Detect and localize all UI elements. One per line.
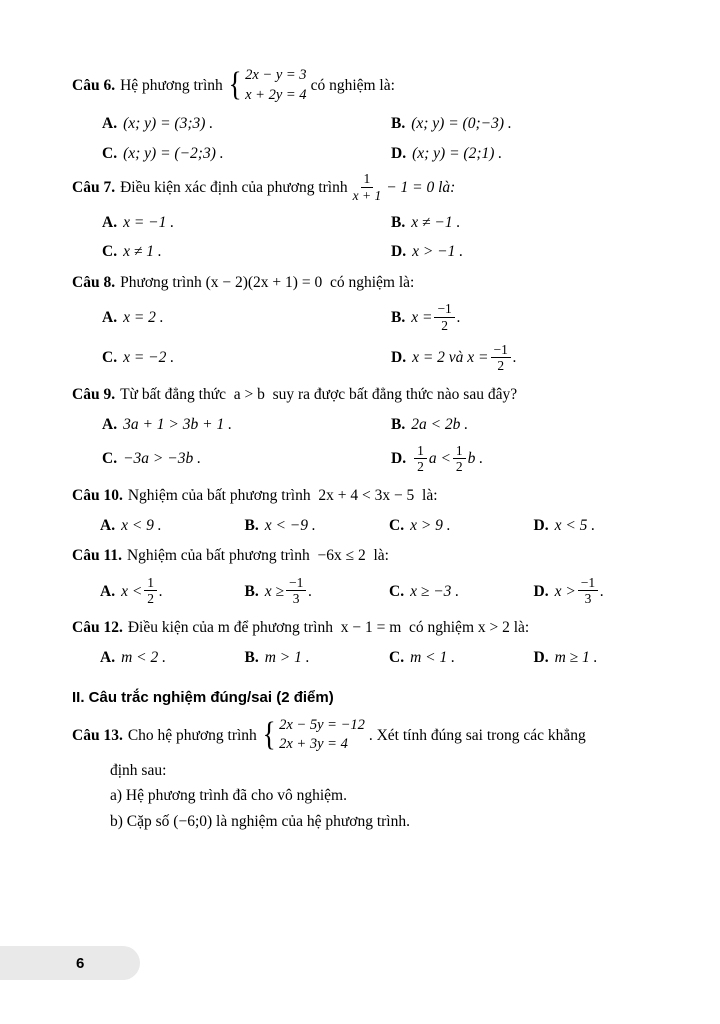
answer-option-b[interactable] (217, 643, 362, 672)
answer-tail: . (600, 582, 605, 600)
question-7-label: Câu 7. (72, 179, 116, 197)
answer-fraction (434, 301, 454, 333)
answer-option-a[interactable] (72, 572, 217, 612)
fraction-denominator: 2 (441, 317, 448, 333)
answer-letter: D. (391, 243, 407, 261)
answer-text: x < (121, 582, 143, 600)
answer-option-d[interactable] (361, 439, 650, 479)
answer-option-c[interactable] (361, 511, 506, 540)
answer-text: (x; y) = (0;−3) . (411, 115, 512, 133)
question-10-answers (72, 511, 650, 540)
answer-text: x < 5 . (554, 516, 596, 534)
fraction-numerator: −1 (434, 301, 454, 318)
answer-text: m > 1 . (264, 649, 310, 667)
answer-option-d[interactable] (506, 572, 651, 612)
fraction-numerator: −1 (491, 342, 511, 359)
answer-tail: . (456, 309, 461, 327)
answer-option-a[interactable] (72, 298, 361, 338)
question-12-label: Câu 12. (72, 618, 123, 636)
answer-option-b[interactable] (217, 511, 362, 540)
answer-letter: D. (391, 450, 407, 468)
answer-option-d[interactable] (361, 237, 650, 266)
fraction-denominator: x + 1 (352, 187, 382, 203)
answer-letter: A. (102, 214, 118, 232)
answer-letter: A. (102, 115, 118, 133)
question-13-text: Cho hệ phương trình (127, 726, 257, 744)
answer-option-a[interactable] (72, 511, 217, 540)
fraction-denominator: 2 (497, 358, 505, 374)
answer-text: x < −9 . (264, 516, 316, 534)
answer-text: x = −2 . (123, 349, 175, 367)
answer-text: x > 9 . (410, 516, 451, 534)
answer-option-a[interactable] (72, 643, 217, 672)
answer-letter: A. (102, 416, 118, 433)
answer-tail: . (308, 582, 313, 600)
answer-option-b[interactable] (361, 109, 650, 138)
fraction-numerator: 1 (414, 443, 427, 460)
question-12-stem (72, 616, 650, 639)
question-6-label: Câu 6. (72, 76, 116, 94)
answer-tail: . (159, 582, 163, 600)
question-13-system (261, 716, 365, 755)
fraction-numerator: 1 (144, 575, 157, 592)
system-eq-1: 2x − y = 3 (245, 67, 307, 83)
answer-fraction (286, 575, 306, 607)
answer-letter: C. (389, 516, 405, 534)
fraction-numerator: 1 (361, 171, 374, 188)
question-block-7 (72, 172, 650, 267)
brace-glyph: { (228, 66, 242, 104)
question-6-text-after: có nghiệm là: (310, 76, 395, 94)
answer-letter: C. (102, 144, 118, 162)
answer-text: x ≥ −3 . (410, 582, 460, 600)
system-eq-2: 2x + 3y = 4 (279, 736, 348, 753)
answer-text: −3a > −3b . (123, 450, 201, 468)
question-10-label: Câu 10. (72, 486, 123, 504)
page-content (72, 66, 650, 837)
answer-text: x < 9 . (121, 516, 162, 534)
answer-letter: C. (102, 450, 118, 468)
question-9-answers (72, 410, 650, 480)
answer-fraction-2 (453, 443, 466, 475)
question-6-answers (72, 109, 650, 168)
question-13-text-after: . Xét tính đúng sai trong các khẳng (368, 726, 586, 744)
question-13-stem (72, 716, 650, 755)
answer-letter: A. (102, 309, 118, 327)
question-13-label: Câu 13. (72, 726, 123, 744)
answer-letter: B. (391, 214, 406, 232)
fraction-denominator: 2 (147, 591, 155, 607)
question-block-10 (72, 484, 650, 541)
question-6-system (227, 66, 307, 105)
answer-letter: D. (391, 349, 407, 367)
answer-letter: D. (391, 144, 407, 162)
system-eq-1: 2x − 5y = −12 (279, 716, 365, 733)
answer-letter: B. (391, 309, 406, 327)
system-eq-2: x + 2y = 4 (245, 86, 307, 103)
answer-letter: B. (244, 516, 259, 534)
fraction-numerator: 1 (453, 443, 466, 460)
answer-mid: a < (428, 450, 451, 468)
question-6-text: Hệ phương trình (120, 76, 223, 94)
question-block-6 (72, 66, 650, 168)
answer-letter: B. (244, 582, 259, 600)
answer-text: x ≥ (264, 582, 284, 600)
fraction-numerator: −1 (578, 575, 598, 592)
fraction-numerator: −1 (286, 575, 306, 592)
question-11-stem (72, 544, 650, 567)
answer-text: m < 2 . (121, 649, 166, 667)
answer-fraction-1 (414, 443, 427, 475)
answer-text: m ≥ 1 . (554, 649, 598, 667)
question-10-stem (72, 484, 650, 507)
question-8-label: Câu 8. (72, 273, 116, 291)
question-9-stem (72, 383, 650, 406)
answer-letter: B. (244, 649, 259, 667)
answer-letter: A. (100, 516, 116, 534)
answer-option-d[interactable] (506, 511, 651, 540)
answer-text: x = 2 . (123, 309, 164, 327)
question-12-text: Điều kiện của m để phương trình x − 1 = m có nghiệm x > 2 là: (127, 618, 530, 636)
question-7-text: Điều kiện xác định của phương trình (120, 179, 348, 197)
answer-option-a[interactable] (72, 410, 361, 439)
answer-fraction (491, 342, 511, 374)
answer-text: x ≠ −1 . (411, 214, 461, 232)
answer-text: 2a < 2b . (411, 416, 469, 433)
question-12-answers (72, 643, 650, 672)
page-footer (0, 946, 140, 980)
question-block-8 (72, 271, 650, 379)
question-10-text: Nghiệm của bất phương trình 2x + 4 < 3x − 5 là: (127, 486, 438, 504)
question-9-text: Từ bất đẳng thức a > b suy ra được bất đẳng thức nào sau đây? (120, 385, 518, 403)
answer-text: (x; y) = (2;1) . (412, 144, 503, 162)
answer-option-d[interactable] (361, 139, 650, 168)
answer-option-c[interactable] (72, 338, 361, 378)
answer-letter: C. (389, 582, 405, 600)
answer-fraction (578, 575, 598, 607)
answer-option-b[interactable] (217, 572, 362, 612)
answer-text: (x; y) = (3;3) . (123, 115, 214, 133)
answer-letter: C. (389, 649, 405, 667)
answer-option-b[interactable] (361, 298, 650, 338)
question-8-answers (72, 298, 650, 379)
question-block-9 (72, 383, 650, 480)
answer-option-a[interactable] (72, 109, 361, 138)
question-8-stem (72, 271, 650, 294)
answer-text: (x; y) = (−2;3) . (123, 144, 224, 162)
fraction-denominator: 2 (417, 459, 424, 475)
answer-text: x = 2 và x = (412, 349, 489, 367)
answer-option-a[interactable] (72, 208, 361, 237)
answer-letter: B. (391, 115, 406, 133)
question-13-continuation: định sau: (110, 761, 167, 779)
question-block-13 (72, 716, 650, 836)
answer-letter: D. (533, 649, 549, 667)
question-7-stem (72, 172, 650, 204)
answer-text: m < 1 . (410, 649, 455, 667)
question-6-stem (72, 66, 650, 105)
question-block-12 (72, 616, 650, 673)
answer-text: x = (411, 309, 433, 327)
answer-letter: D. (533, 582, 549, 600)
question-8-text: Phương trình (x − 2)(2x + 1) = 0 có nghiệm là: (120, 273, 415, 291)
answer-option-c[interactable] (72, 439, 361, 479)
answer-tail: b . (467, 450, 484, 468)
answer-option-c[interactable] (361, 572, 506, 612)
answer-letter: D. (533, 516, 549, 534)
answer-option-c[interactable] (72, 139, 361, 168)
answer-letter: C. (102, 349, 118, 367)
answer-text: x = −1 . (123, 214, 175, 232)
answer-tail: . (512, 349, 517, 367)
question-11-answers (72, 572, 650, 612)
question-11-label: Câu 11. (72, 547, 122, 565)
question-7-answers (72, 208, 650, 267)
answer-letter: C. (102, 243, 118, 261)
answer-fraction (144, 575, 157, 607)
section-heading-2: II. Câu trắc nghiệm đúng/sai (2 điểm) (72, 688, 334, 706)
answer-option-b[interactable] (361, 410, 650, 439)
answer-letter: A. (100, 649, 116, 667)
answer-option-c[interactable] (72, 237, 361, 266)
question-13-statement-b: b) Cặp số (−6;0) là nghiệm của hệ phương trình. (110, 813, 410, 831)
answer-option-b[interactable] (361, 208, 650, 237)
fraction-denominator: 3 (584, 591, 592, 607)
answer-letter: A. (100, 582, 116, 600)
answer-option-d[interactable] (361, 338, 650, 378)
brace-glyph: { (262, 715, 276, 753)
answer-text: 3a + 1 > 3b + 1 . (123, 416, 232, 433)
question-9-label: Câu 9. (72, 385, 116, 403)
question-7-fraction (350, 171, 385, 203)
question-13-statement-a: a) Hệ phương trình đã cho vô nghiệm. (110, 786, 347, 804)
answer-letter: B. (391, 416, 406, 433)
answer-text: x > (554, 582, 576, 600)
fraction-denominator: 2 (455, 459, 463, 475)
question-11-text: Nghiệm của bất phương trình −6x ≤ 2 là: (126, 547, 389, 565)
fraction-denominator: 3 (292, 591, 300, 607)
answer-text: x ≠ 1 . (123, 243, 162, 261)
answer-text: x > −1 . (412, 243, 464, 261)
page-number: 6 (76, 954, 85, 972)
question-block-11 (72, 544, 650, 612)
answer-option-d[interactable] (506, 643, 651, 672)
answer-option-c[interactable] (361, 643, 506, 672)
question-7-text-after: − 1 = 0 là: (386, 179, 456, 197)
